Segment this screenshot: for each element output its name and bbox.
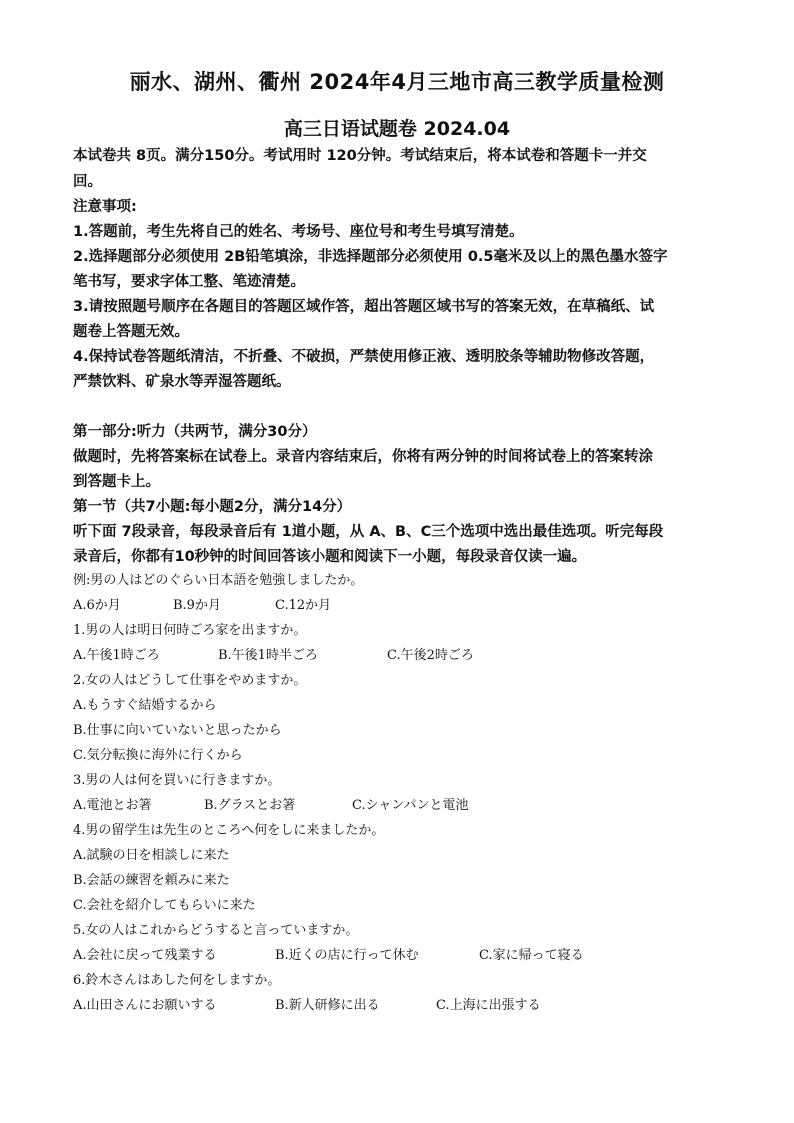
- q5-option-a: A.会社に戻って残業する: [73, 948, 217, 963]
- q2-option-c: C.気分転換に海外に行くから: [73, 748, 243, 763]
- notes-item: 2.选择题部分必须使用 2B铅笔填涂，非选择题部分必须使用 0.5毫米及以上的黑色墨水签字: [73, 249, 668, 265]
- q1-option-c: C.午後2時ごろ: [387, 648, 474, 663]
- q5-option-c: C.家に帰って寝る: [479, 948, 584, 963]
- q2-option-b: B.仕事に向いていないと思ったから: [73, 723, 282, 738]
- q2-option-a: A.もうすぐ結婚するから: [73, 698, 217, 713]
- exam-title: 丽水、湖州、衢州 2024年4月三地市高三教学质量检测: [129, 70, 665, 94]
- question-6: 6.鈴木さんはあした何をしますか。: [73, 973, 281, 988]
- notes-item: 题卷上答题无效。: [73, 324, 189, 340]
- notes-item: 严禁饮料、矿泉水等弄湿答题纸。: [73, 374, 291, 390]
- notes-item: 笔书写，要求字体工整、笔迹清楚。: [73, 274, 305, 290]
- q6-option-c: C.上海に出張する: [436, 998, 541, 1013]
- part1-heading: 第一部分:听力（共两节，满分30分）: [73, 424, 317, 440]
- section1-heading: 第一节（共7小题:每小题2分，满分14分）: [73, 499, 352, 515]
- q4-option-a: A.試験の日を相談しに来た: [73, 848, 230, 863]
- q4-option-c: C.会社を紹介してもらいに来た: [73, 898, 256, 913]
- question-4: 4.男の留学生は先生のところへ何をしに来ましたか。: [73, 823, 385, 838]
- notes-item: 3.请按照题号顺序在各题目的答题区域作答，超出答题区域书写的答案无效，在草稿纸、试: [73, 299, 655, 315]
- q6-option-b: B.新人研修に出る: [275, 998, 380, 1013]
- question-1: 1.男の人は明日何時ごろ家を出ますか。: [73, 623, 307, 638]
- section1-instruction: 录音后，你都有10秒钟的时间回答该小题和阅读下一小题，每段录音仅读一遍。: [73, 549, 587, 565]
- question-2: 2.女の人はどうして仕事をやめますか。: [73, 673, 307, 688]
- q6-option-a: A.山田さんにお願いする: [73, 998, 217, 1013]
- intro-line-1: 本试卷共 8页。满分150分。考试用时 120分钟。考试结束后，将本试卷和答题卡一并交: [73, 148, 647, 164]
- section1-instruction: 听下面 7段录音，每段录音后有 1道小题，从 A、B、C三个选项中选出最佳选项。听完每段: [73, 524, 664, 540]
- part1-instruction: 到答题卡上。: [73, 474, 160, 490]
- intro-line-2: 回。: [73, 174, 102, 190]
- example-question: 例:男の人はどのぐらい日本語を勉強しましたか。: [73, 573, 364, 588]
- example-option-c: C.12か月: [275, 598, 332, 613]
- q5-option-b: B.近くの店に行って休む: [275, 948, 419, 963]
- q3-option-c: C.シャンパンと電池: [352, 798, 469, 813]
- q3-option-b: B.グラスとお箸: [204, 798, 296, 813]
- notes-heading: 注意事项:: [73, 199, 137, 215]
- q1-option-b: B.午後1時半ごろ: [218, 648, 318, 663]
- q1-option-a: A.午後1時ごろ: [73, 648, 160, 663]
- q3-option-a: A.電池とお箸: [73, 798, 152, 813]
- notes-item: 1.答题前，考生先将自己的姓名、考场号、座位号和考生号填写清楚。: [73, 224, 524, 240]
- q4-option-b: B.会話の練習を頼みに来た: [73, 873, 230, 888]
- notes-item: 4.保持试卷答题纸清洁，不折叠、不破损，严禁使用修正液、透明胶条等辅助物修改答题，: [73, 349, 655, 365]
- example-option-a: A.6か月: [73, 598, 121, 613]
- question-5: 5.女の人はこれからどうすると言っていますか。: [73, 923, 359, 938]
- part1-instruction: 做题时，先将答案标在试卷上。录音内容结束后，你将有两分钟的时间将试卷上的答案转涂: [73, 449, 653, 465]
- question-3: 3.男の人は何を買いに行きますか。: [73, 773, 281, 788]
- example-option-b: B.9か月: [173, 598, 221, 613]
- exam-subtitle: 高三日语试题卷 2024.04: [283, 118, 511, 140]
